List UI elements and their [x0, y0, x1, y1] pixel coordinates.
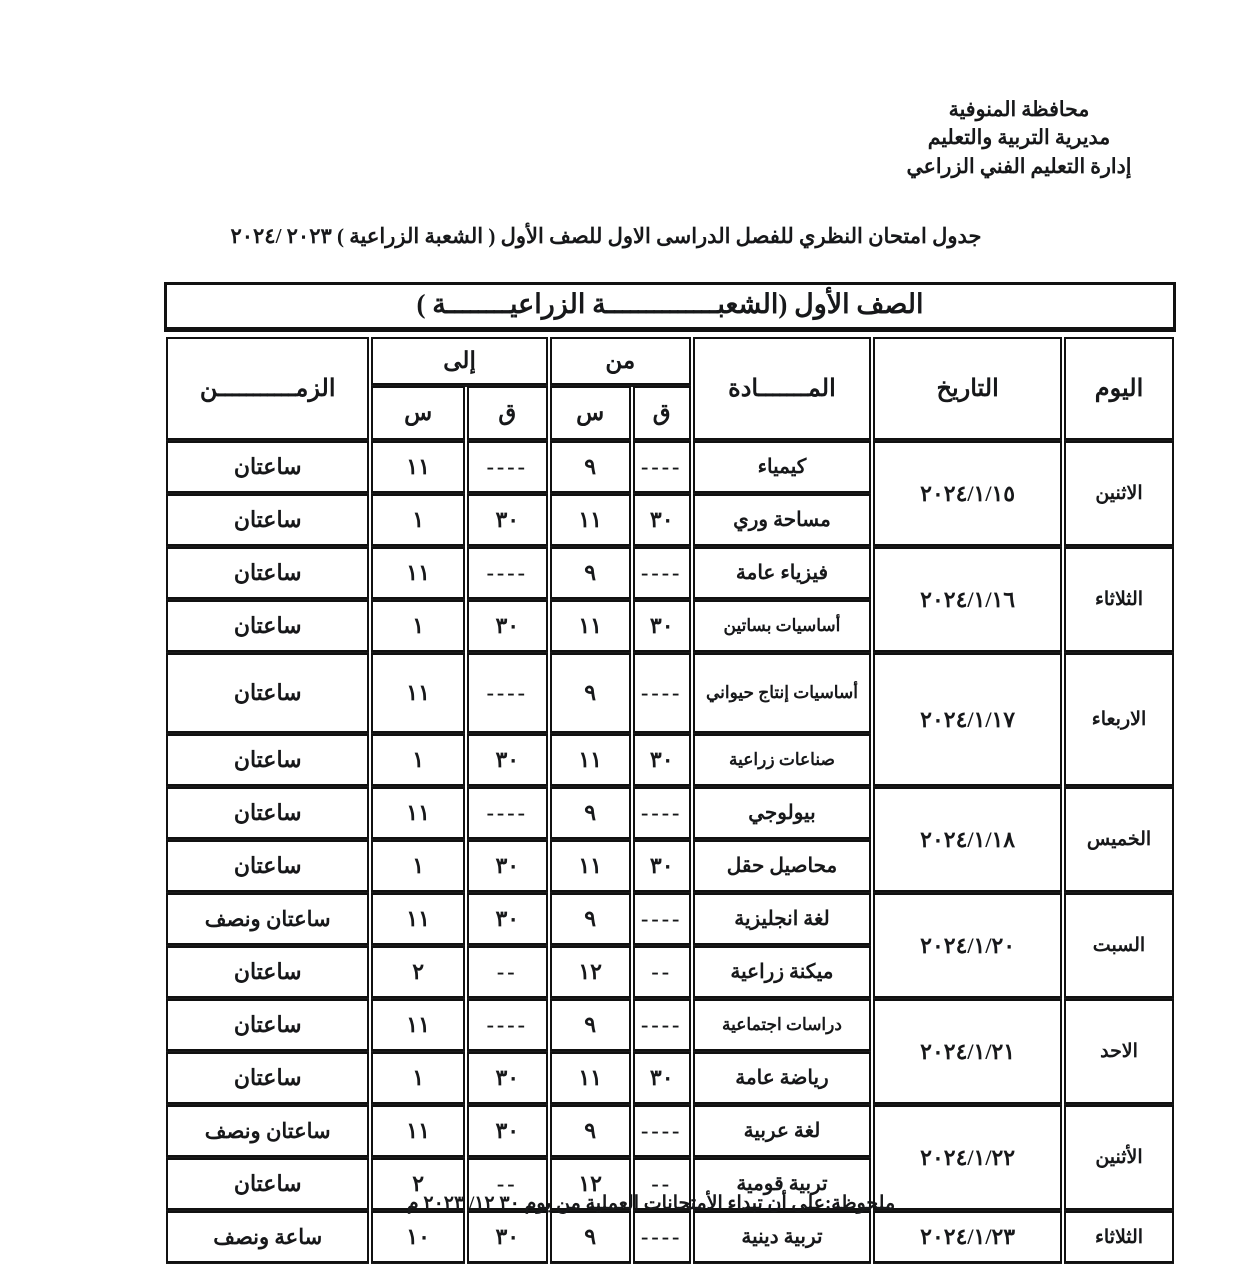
cell-date: ٢٠٢٤/١/٢١	[873, 999, 1062, 1104]
cell-from-minute: ----	[633, 999, 691, 1051]
cell-date: ٢٠٢٤/١/١٧	[873, 653, 1062, 786]
table-row	[166, 653, 1174, 733]
cell-from-hour: ٩	[550, 547, 631, 599]
cell-day: الاثنين	[1064, 441, 1174, 546]
cell-subject: محاصيل حقل	[693, 840, 871, 892]
cell-subject: أساسيات بساتين	[693, 600, 871, 652]
cell-to-hour: ١١	[371, 653, 464, 733]
cell-from-hour: ١١	[550, 494, 631, 546]
cell-to-hour: ١	[371, 840, 464, 892]
cell-from-hour: ٩	[550, 441, 631, 493]
cell-day: الاحد	[1064, 999, 1174, 1104]
column-header-from-minute: ق	[633, 386, 691, 440]
cell-subject: مساحة وري	[693, 494, 871, 546]
cell-subject: أساسيات إنتاج حيواني	[693, 653, 871, 733]
letterhead-governorate: محافظة المنوفية	[948, 99, 1090, 121]
cell-to-minute: ٣٠	[467, 893, 548, 945]
cell-to-hour: ١١	[371, 1105, 464, 1157]
cell-from-hour: ١٢	[550, 1158, 631, 1210]
cell-subject: فيزياء عامة	[693, 547, 871, 599]
cell-subject: صناعات زراعية	[693, 734, 871, 786]
cell-from-hour: ١١	[550, 840, 631, 892]
cell-to-hour: ١١	[371, 999, 464, 1051]
cell-date: ٢٠٢٤/١/١٦	[873, 547, 1062, 652]
cell-date: ٢٠٢٤/١/٢٢	[873, 1105, 1062, 1210]
cell-from-minute: ----	[633, 441, 691, 493]
cell-day: الأثنين	[1064, 1105, 1174, 1210]
letterhead-department: إدارة التعليم الفني الزراعي	[906, 155, 1132, 178]
cell-duration: ساعتان	[166, 999, 369, 1051]
cell-duration: ساعتان	[166, 787, 369, 839]
cell-to-minute: ----	[467, 441, 548, 493]
column-header-to: إلى	[371, 337, 547, 385]
cell-to-minute: ٣٠	[467, 734, 548, 786]
cell-to-minute: ٣٠	[467, 494, 548, 546]
cell-from-minute: ----	[633, 653, 691, 733]
cell-subject: كيمياء	[693, 441, 871, 493]
cell-from-minute: ----	[633, 1211, 691, 1263]
cell-from-minute: --	[633, 946, 691, 998]
table-row	[166, 547, 1174, 599]
cell-day: السبت	[1064, 893, 1174, 998]
cell-from-hour: ١١	[550, 600, 631, 652]
cell-from-minute: ----	[633, 547, 691, 599]
cell-date: ٢٠٢٤/١/١٨	[873, 787, 1062, 892]
cell-duration: ساعتان	[166, 840, 369, 892]
cell-from-hour: ١١	[550, 1052, 631, 1104]
cell-to-hour: ١	[371, 734, 464, 786]
exam-schedule-table	[164, 336, 1176, 1264]
column-header-from: من	[550, 337, 691, 385]
cell-from-minute: ٣٠	[633, 734, 691, 786]
cell-from-hour: ١١	[550, 734, 631, 786]
grade-banner-text: الصف الأول (الشعبــــــــــــــة الزراعيــــــــة )	[416, 289, 924, 319]
cell-subject: ميكنة زراعية	[693, 946, 871, 998]
table-row	[166, 441, 1174, 493]
cell-day: الاربعاء	[1064, 653, 1174, 786]
letterhead-directorate: مديرية التربية والتعليم	[927, 127, 1111, 150]
cell-day: الخميس	[1064, 787, 1174, 892]
cell-to-hour: ٢	[371, 946, 464, 998]
schedule-table-wrapper	[164, 282, 1176, 1264]
cell-day: الثلاثاء	[1064, 547, 1174, 652]
cell-from-hour: ٩	[550, 787, 631, 839]
cell-duration: ساعتان	[166, 547, 369, 599]
cell-from-hour: ٩	[550, 893, 631, 945]
cell-subject: تربية قومية	[693, 1158, 871, 1210]
cell-from-minute: ----	[633, 1105, 691, 1157]
cell-from-minute: ----	[633, 787, 691, 839]
cell-from-hour: ٩	[550, 999, 631, 1051]
cell-to-minute: ----	[467, 547, 548, 599]
cell-to-minute: ----	[467, 653, 548, 733]
cell-from-minute: ----	[633, 893, 691, 945]
cell-subject: دراسات اجتماعية	[693, 999, 871, 1051]
cell-to-hour: ١١	[371, 893, 464, 945]
cell-from-minute: --	[633, 1158, 691, 1210]
cell-date: ٢٠٢٤/١/٢٠	[873, 893, 1062, 998]
cell-to-hour: ١	[371, 600, 464, 652]
cell-to-minute: ----	[467, 999, 548, 1051]
cell-subject: رياضة عامة	[693, 1052, 871, 1104]
table-header	[166, 337, 1174, 440]
cell-subject: لغة انجليزية	[693, 893, 871, 945]
cell-duration: ساعتان	[166, 734, 369, 786]
header-row-primary	[166, 337, 1174, 385]
table-body	[166, 441, 1174, 1263]
letterhead	[854, 96, 1184, 181]
cell-duration: ساعتان	[166, 494, 369, 546]
column-header-day: اليوم	[1064, 337, 1174, 440]
cell-date: ٢٠٢٤/١/١٥	[873, 441, 1062, 546]
cell-duration: ساعتان	[166, 1158, 369, 1210]
cell-to-minute: ----	[467, 787, 548, 839]
cell-to-hour: ١١	[371, 787, 464, 839]
page-title: جدول امتحان النظري للفصل الدراسى الاول للصف الأول ( الشعبة الزراعية ) ٢٠٢٣ /٢٠٢٤	[230, 224, 982, 248]
cell-to-minute: --	[467, 946, 548, 998]
cell-subject: تربية دينية	[693, 1211, 871, 1263]
cell-from-hour: ٩	[550, 653, 631, 733]
cell-from-minute: ٣٠	[633, 600, 691, 652]
cell-to-hour: ١	[371, 494, 464, 546]
cell-to-hour: ١١	[371, 441, 464, 493]
cell-duration: ساعتان	[166, 946, 369, 998]
cell-to-minute: ٣٠	[467, 1052, 548, 1104]
table-row	[166, 893, 1174, 945]
table-row	[166, 999, 1174, 1051]
cell-duration: ساعتان	[166, 441, 369, 493]
cell-to-hour: ٢	[371, 1158, 464, 1210]
cell-duration: ساعتان	[166, 653, 369, 733]
cell-duration: ساعتان ونصف	[166, 1105, 369, 1157]
cell-from-hour: ٩	[550, 1105, 631, 1157]
column-header-date: التاريخ	[873, 337, 1062, 440]
cell-to-hour: ١٠	[371, 1211, 464, 1263]
cell-date: ٢٠٢٤/١/٢٣	[873, 1211, 1062, 1263]
cell-from-minute: ٣٠	[633, 1052, 691, 1104]
column-header-subject: المـــــــادة	[693, 337, 871, 440]
column-header-to-minute: ق	[467, 386, 548, 440]
cell-from-hour: ٩	[550, 1211, 631, 1263]
cell-to-hour: ١١	[371, 547, 464, 599]
table-row	[166, 787, 1174, 839]
cell-to-hour: ١	[371, 1052, 464, 1104]
cell-duration: ساعتان	[166, 600, 369, 652]
cell-subject: لغة عربية	[693, 1105, 871, 1157]
table-row	[166, 1211, 1174, 1263]
cell-to-minute: ٣٠	[467, 1211, 548, 1263]
cell-from-minute: ٣٠	[633, 840, 691, 892]
cell-to-minute: --	[467, 1158, 548, 1210]
cell-to-minute: ٣٠	[467, 1105, 548, 1157]
cell-from-hour: ١٢	[550, 946, 631, 998]
cell-to-minute: ٣٠	[467, 840, 548, 892]
cell-to-minute: ٣٠	[467, 600, 548, 652]
cell-duration: ساعتان ونصف	[166, 893, 369, 945]
cell-subject: بيولوجي	[693, 787, 871, 839]
column-header-to-hour: س	[371, 386, 464, 440]
table-row	[166, 1105, 1174, 1157]
cell-from-minute: ٣٠	[633, 494, 691, 546]
grade-banner	[164, 282, 1176, 330]
column-header-duration: الزمـــــــــــن	[166, 337, 369, 440]
footnote: ملحوظة:على أن تبداء الأمتحانات العملية من يوم ٣٠ ١٢/ ٢٠٢٣ م	[406, 1193, 896, 1214]
cell-duration: ساعة ونصف	[166, 1211, 369, 1263]
cell-day: الثلاثاء	[1064, 1211, 1174, 1263]
column-header-from-hour: س	[550, 386, 631, 440]
cell-duration: ساعتان	[166, 1052, 369, 1104]
